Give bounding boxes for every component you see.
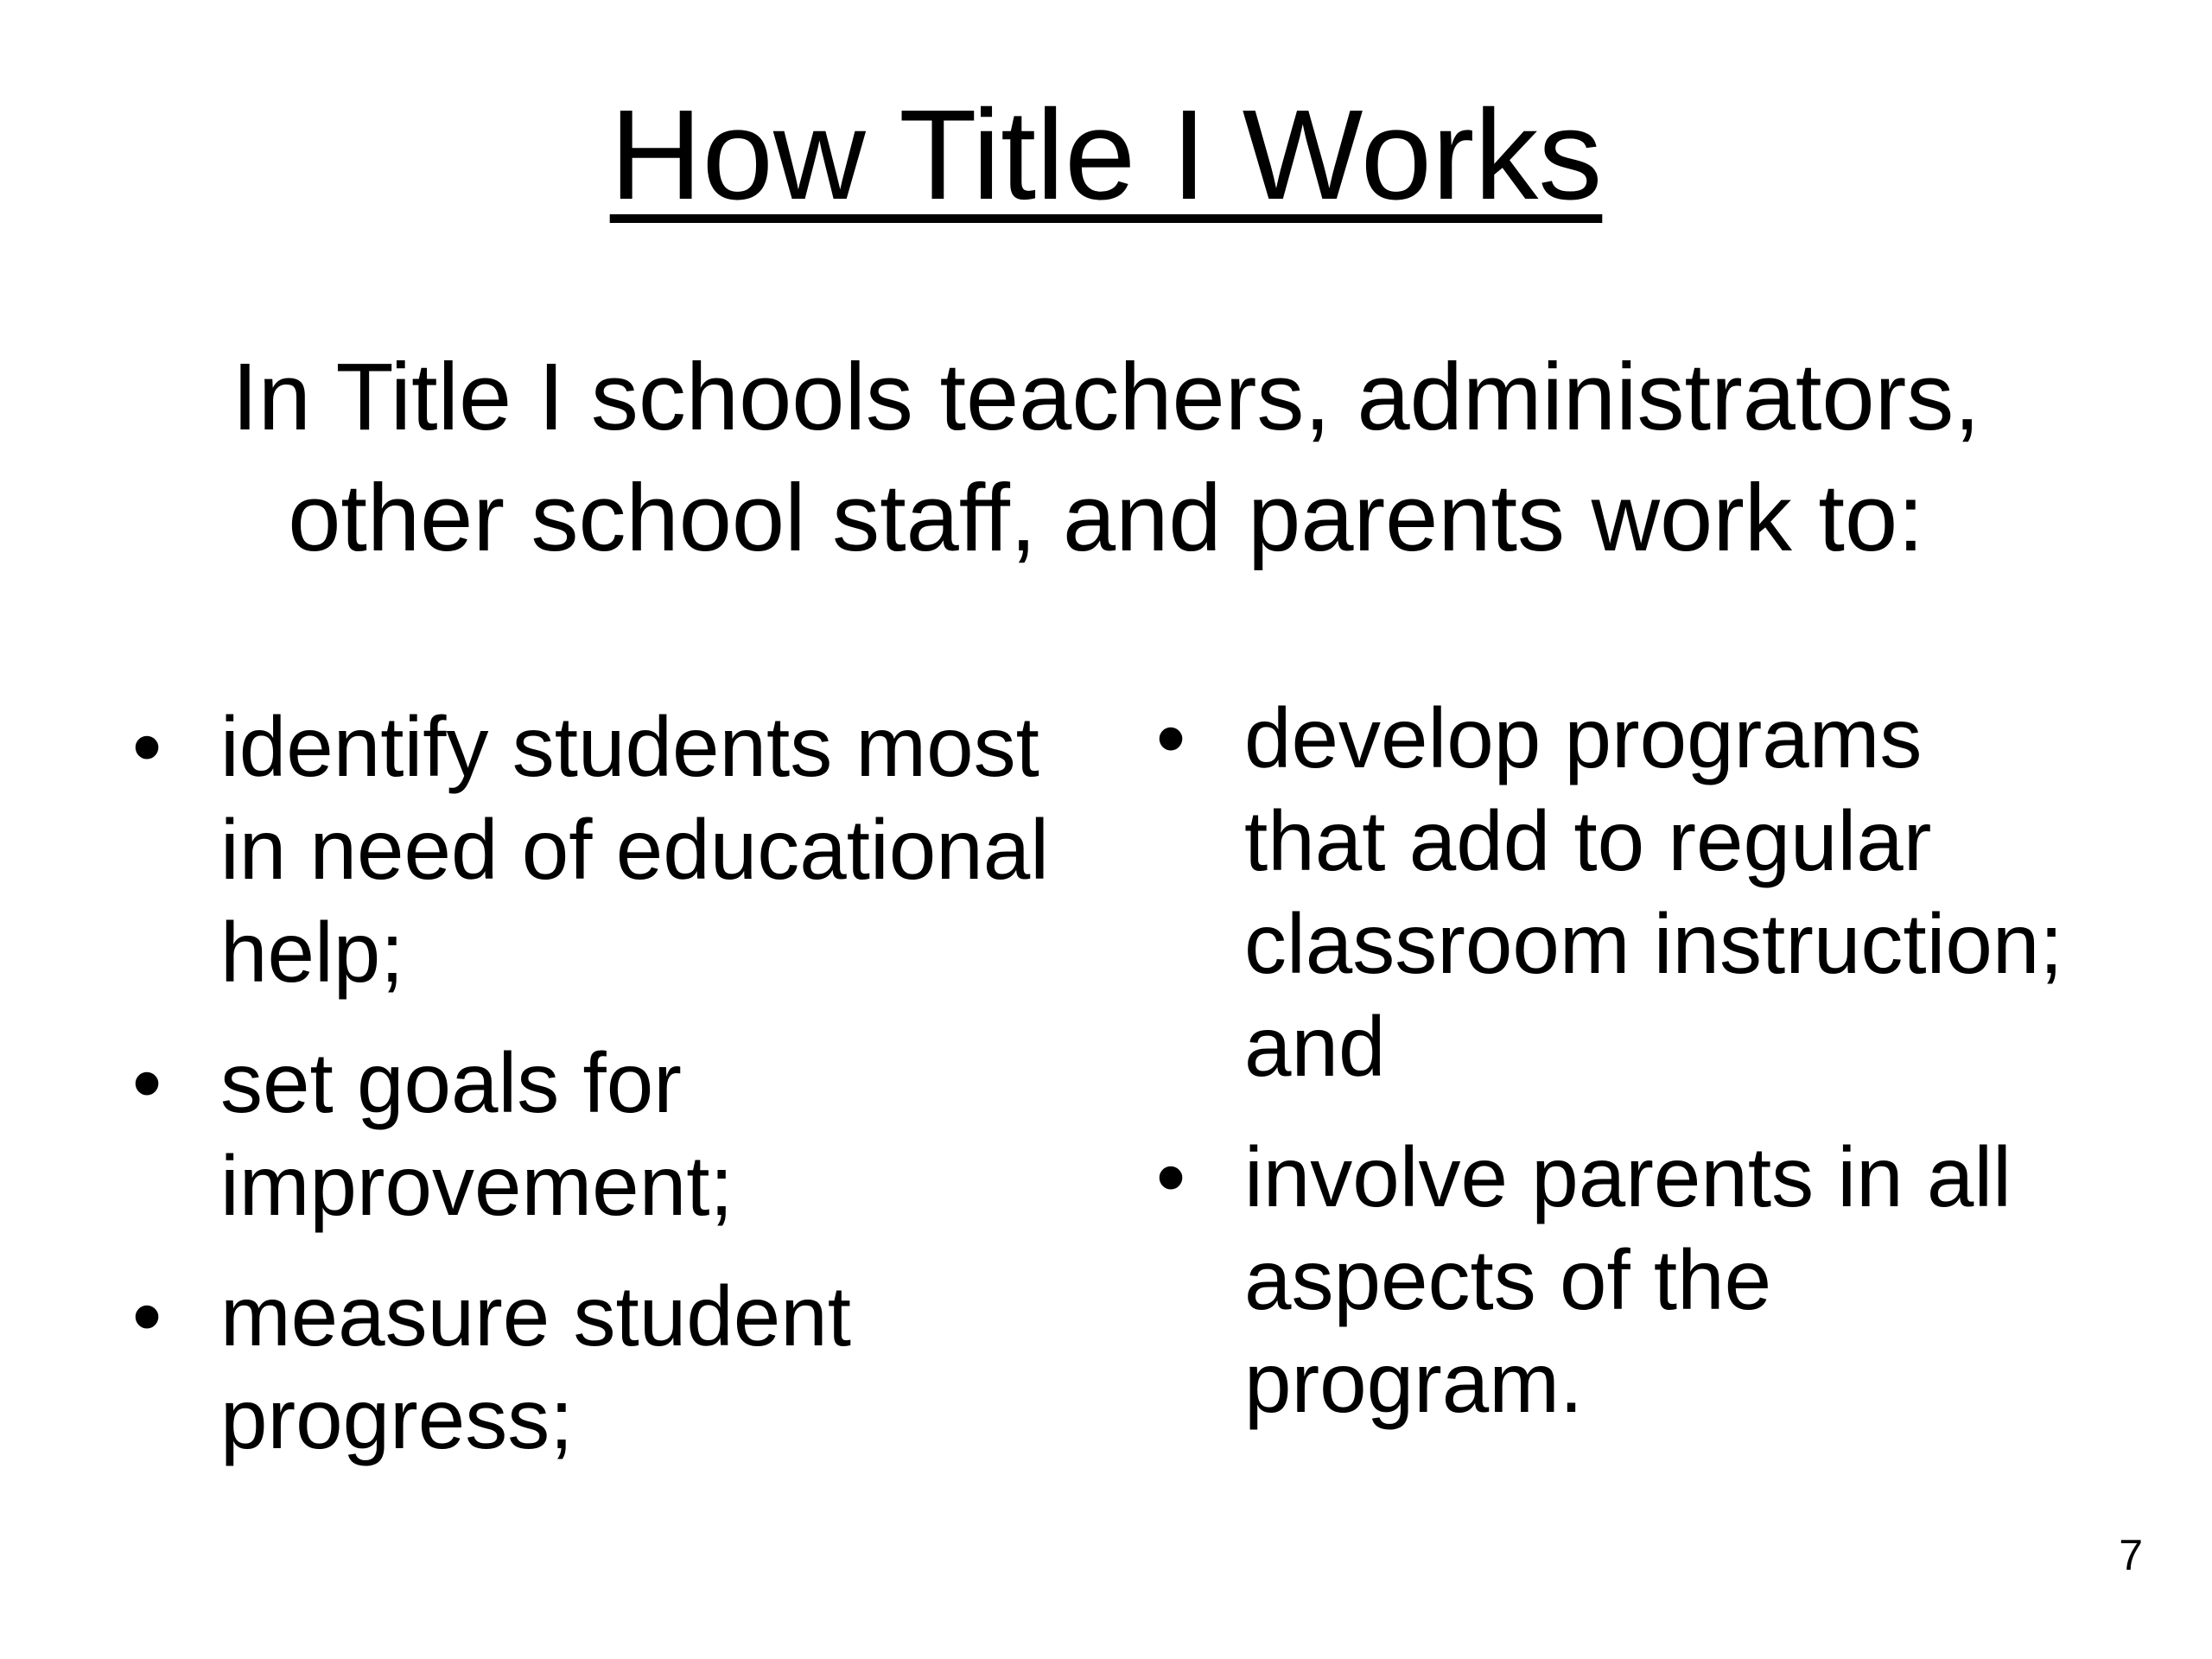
bullet-icon: • [131, 1035, 162, 1130]
list-item-line: aspects of the [1244, 1232, 1772, 1327]
list-item [121, 696, 1115, 1004]
intro-text [0, 337, 2212, 579]
list-item-line: program. [1244, 1335, 1584, 1430]
list-item-line: involve parents in all [1244, 1129, 2012, 1224]
list-item [121, 1032, 1115, 1237]
bullet-icon: • [1155, 690, 1186, 785]
left-bullet-list [121, 696, 1115, 1498]
list-item [1145, 687, 2182, 1098]
list-item-line: progress; [220, 1371, 574, 1466]
list-item-line: in need of educational [220, 802, 1049, 897]
intro-line: other school staff, and parents work to: [288, 465, 1924, 571]
list-item-line: that add to regular [1244, 793, 1932, 888]
bullet-icon: • [1155, 1129, 1186, 1224]
list-item-line: improvement; [220, 1138, 734, 1233]
page-number: 7 [2119, 1531, 2143, 1580]
list-item-line: classroom instruction; [1244, 896, 2063, 991]
list-item [121, 1265, 1115, 1471]
right-bullet-list [1145, 687, 2182, 1462]
list-item-line: set goals for [220, 1035, 682, 1130]
bullet-icon: • [131, 1268, 162, 1363]
bullet-icon: • [131, 699, 162, 794]
list-item-line: identify students most [220, 699, 1039, 794]
list-item-line: measure student [220, 1268, 851, 1363]
intro-line: In Title I schools teachers, administrators, [232, 344, 1980, 450]
slide-title: How Title I Works [609, 84, 1603, 226]
list-item-line: and [1244, 999, 1386, 1094]
list-item [1145, 1126, 2182, 1434]
list-item-line: help; [220, 905, 404, 1000]
list-item-line: develop programs [1244, 690, 1923, 785]
